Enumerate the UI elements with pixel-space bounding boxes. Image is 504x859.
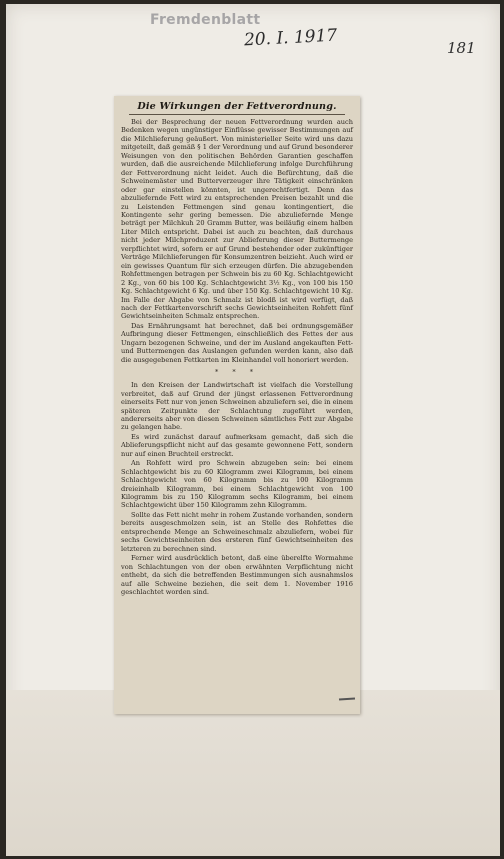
article-title: Die Wirkungen der Fettverordnung. — [137, 101, 337, 112]
newspaper-clipping — [114, 96, 360, 714]
article-paragraph: An Rohfett wird pro Schwein abzugeben sein: bei einem Schlachtgewicht bis zu 60 Kilogramm zwei Kilogramm, bei einem Schlachtgewicht von 60 Kilogramm bis zu 100 Kilogramm dreieinhalb Kilogramm, bei einem Schlachtgewicht von 100 Kilogramm bis zu 150 Kilogramm sechs Kilogramm, bei einem Schlachtgewicht über 150 Kilogramm zehn Kilogramm. — [121, 459, 353, 510]
newspaper-stamp: Fremdenblatt — [150, 12, 261, 28]
handwritten-page-number: 181 — [447, 39, 476, 57]
section-separator: * * * — [214, 368, 260, 377]
title-underline — [129, 114, 345, 115]
article-paragraph: Bei der Besprechung der neuen Fettverordnung wurden auch Bedenken wegen ungünstiger Einflüsse gewisser Bestimmungen auf die Milchlieferung geäußert. Von ministerieller Seite wird uns dazu mitgeteilt, daß gemäß § 1 der Verordnung und auf Grund besonderer Weisungen von den politischen Behörden Garantien geschaffen wurden, daß die ausreichende Milchlieferung infolge Durchführung der Fettverordnung nicht leidet. Auch die Befürchtung, daß die Schweinemäster und Butterverzeuger ihre Tätigkeit einschränken oder gar einstellen könnten, ist ungerechtfertigt. Denn das abzuliefernde Fett wird zu entsprechenden Preisen bezahlt und die zu Leistenden Fettmengen sind genau kontingentiert, die Kontingente sehr gering bemessen. Die abzuliefernde Menge beträgt per Milchkuh 20 Gramm Butter, was beiläufig einem halben Liter Milch entspricht. Dabei ist auch zu beachten, daß durchaus nicht jeder Milchproduzent zur Ablieferung dieser Buttermenge verpflichtet wird, sofern er auf Grund bestehender oder zukünftiger Verträge Milchlieferungen für Konsumzentren beizieht. Auch wird er ein gewisses Quantum für sich erzeugen dürfen. Die abzugebenden Rohfettmengen betragen per Schwein bis zu 60 Kg. Schlachtgewicht 2 Kg., von 60 bis 100 Kg. Schlachtgewicht 3½ Kg., von 100 bis 150 Kg. Schlachtgewicht 6 Kg. und über 150 Kg. Schlachtgewicht 10 Kg. Im Falle der Abgabe von Schmalz ist blodß ist wird verfügt, daß nach der Fettkartenvorschrift sechs Gewichtseinheiten Rohfett fünf Gewichtseinheiten Schmalz entsprechen. — [121, 118, 353, 321]
article-paragraph: Es wird zunächst darauf aufmerksam gemacht, daß sich die Ablieferungspflicht nicht auf das gesamte gewonnene Fett, sondern nur auf einen Bruchteil erstreckt. — [121, 432, 353, 458]
sheet-lower-area — [6, 690, 500, 856]
article-paragraph: Ferner wird ausdrücklich betont, daß eine überelfte Wormahme von Schlachtungen von der oben erwähnten Verpflichtung nicht enthebt, da sich die betreffenden Bestimmungen sich ausnahmslos auf alle Schweine beziehen, die seit dem 1. November 1916 geschlachtet worden sind. — [121, 554, 353, 597]
article-paragraph: Sollte das Fett nicht mehr in rohem Zustande vorhanden, sondern bereits ausgeschmolzen sein, ist an Stelle des Rohfettes die entsprechende Menge an Schweineschmalz abzuliefern, wobei für sechs Gewichtseinheiten des ersteren fünf Gewichtseinheiten des letzteren zu berechnen sind. — [121, 510, 353, 553]
clipping-text-column — [121, 101, 353, 597]
article-paragraph: Das Ernährungsamt hat berechnet, daß bei ordnungsgemäßer Aufbringung dieser Fettmengen, einschließlich des Fettes der aus Ungarn bezogenen Schweine, und der im Ausland angekauften Fett- und Buttermengen das Auslangen gefunden werden kann, also daß die ausgegebenen Fettkarten im Kleinhandel voll honoriert werden. — [121, 321, 353, 364]
article-paragraph: In den Kreisen der Landwirtschaft ist vielfach die Vorstellung verbreitet, daß auf Grund der jüngst erlassenen Fettverordnung einerseits Fett nur von jenen Schweinen abzuliefern sei, die in einem späteren Zeitpunkte der Schlachtung zugeführt werden, andererseits aber von diesen Schweinen sämtliches Fett zur Abgabe zu gelangen habe. — [121, 381, 353, 432]
handwritten-date: 20. I. 1917 — [243, 25, 338, 51]
